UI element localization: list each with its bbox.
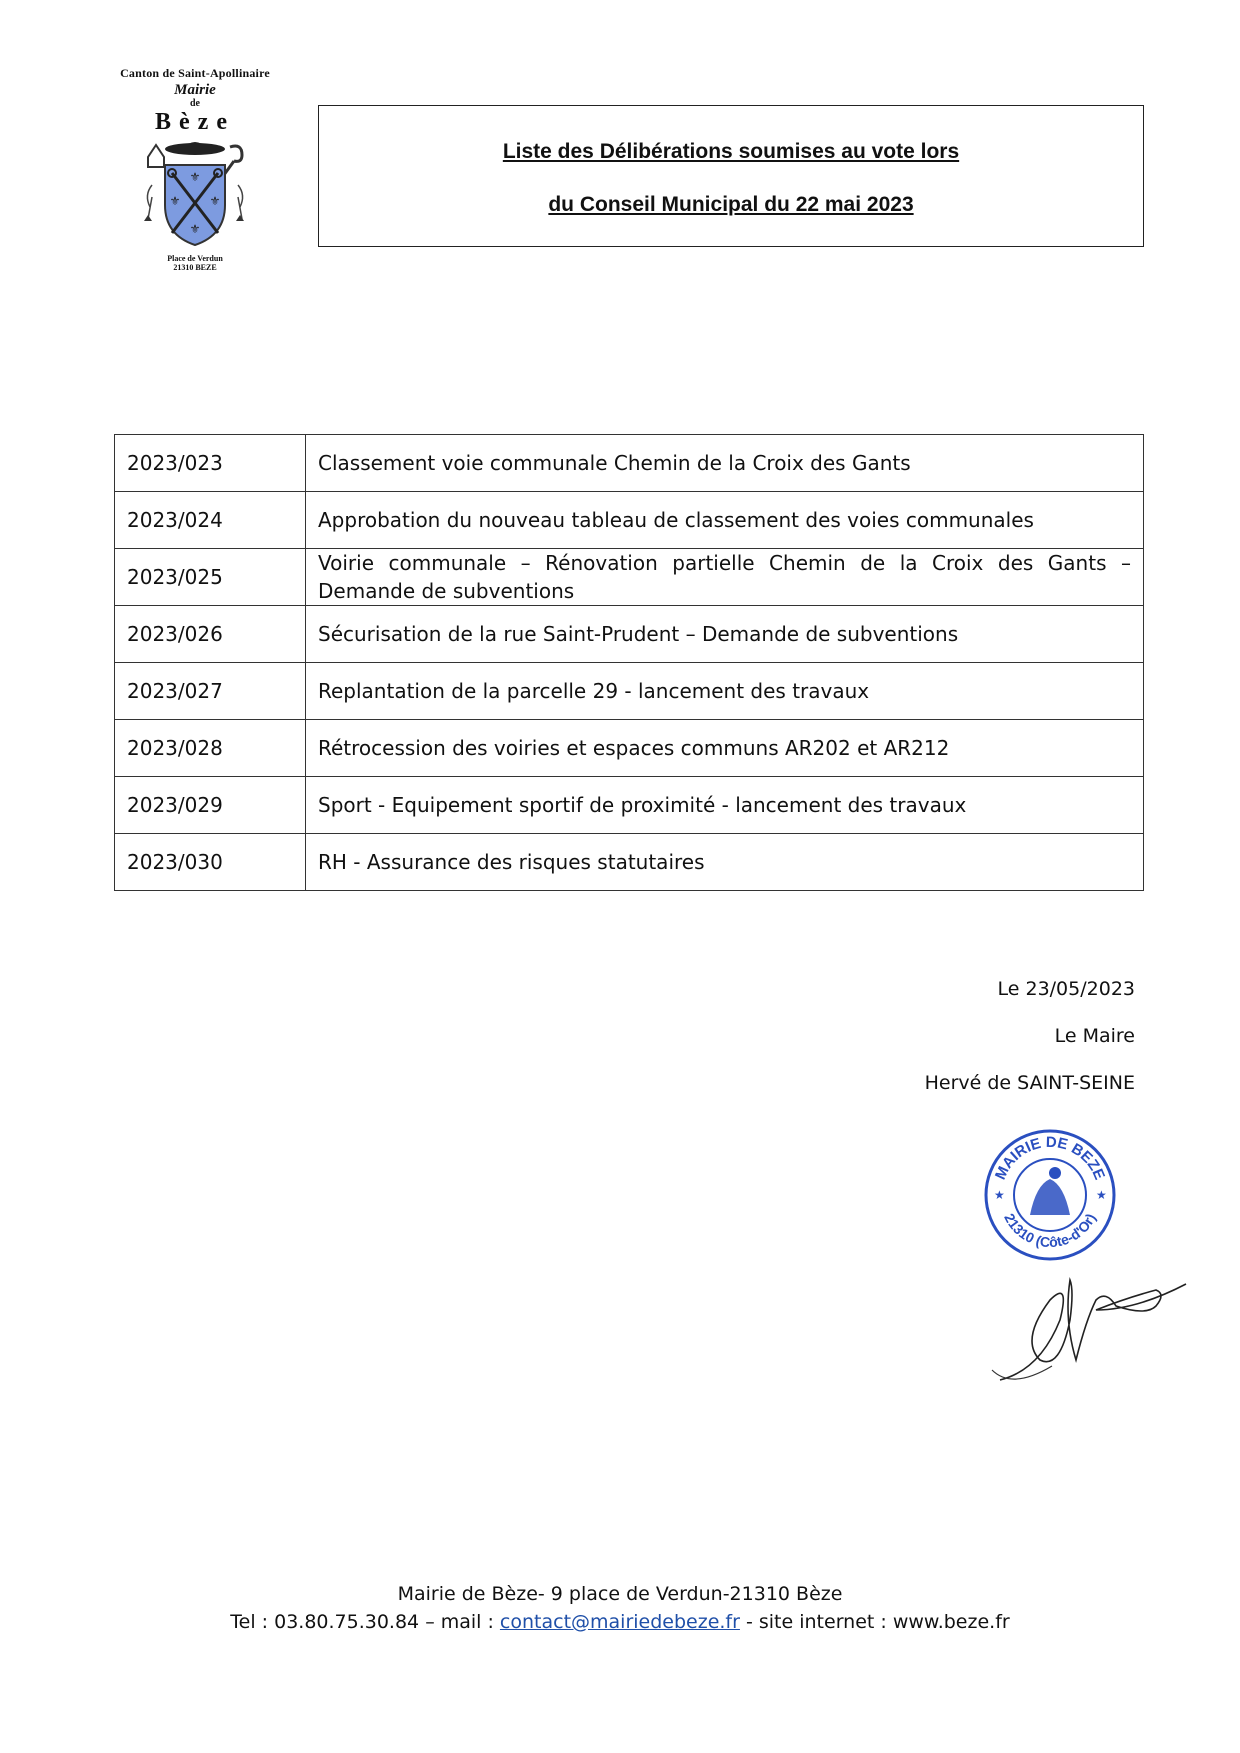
deliberation-description: RH - Assurance des risques statutaires bbox=[306, 834, 1144, 891]
svg-text:⚜: ⚜ bbox=[209, 194, 221, 208]
table-row bbox=[115, 663, 1144, 720]
footer-tel: Tel : 03.80.75.30.84 – mail : bbox=[230, 1611, 500, 1633]
signature-name: Hervé de SAINT-SEINE bbox=[924, 1072, 1135, 1094]
canton-label: Canton de Saint-Apollinaire bbox=[120, 66, 270, 80]
table-row bbox=[115, 606, 1144, 663]
title-line-2: du Conseil Municipal du 22 mai 2023 bbox=[548, 193, 914, 216]
deliberations-table bbox=[114, 434, 1144, 891]
table-row bbox=[115, 435, 1144, 492]
title-line-1: Liste des Délibérations soumises au vote lors bbox=[502, 140, 960, 163]
svg-text:⚜: ⚜ bbox=[169, 194, 181, 208]
stamp-text-top: MAIRIE DE BEZE bbox=[991, 1133, 1109, 1183]
handwritten-signature bbox=[990, 1240, 1230, 1400]
deliberation-number: 2023/029 bbox=[115, 777, 306, 834]
logo-address-city: 21310 BEZE bbox=[173, 263, 217, 272]
deliberation-number: 2023/026 bbox=[115, 606, 306, 663]
commune-logo bbox=[100, 66, 290, 272]
signature-date: Le 23/05/2023 bbox=[997, 978, 1135, 1000]
deliberation-number: 2023/024 bbox=[115, 492, 306, 549]
deliberation-number: 2023/023 bbox=[115, 435, 306, 492]
deliberation-number: 2023/025 bbox=[115, 549, 306, 606]
svg-text:⚜: ⚜ bbox=[189, 170, 201, 184]
deliberation-description: Classement voie communale Chemin de la Croix des Gants bbox=[306, 435, 1144, 492]
svg-text:⚜: ⚜ bbox=[189, 222, 201, 236]
deliberation-description: Replantation de la parcelle 29 - lancement des travaux bbox=[306, 663, 1144, 720]
logo-address-street: Place de Verdun bbox=[167, 254, 223, 263]
footer-address: Mairie de Bèze- 9 place de Verdun-21310 Bèze bbox=[397, 1583, 843, 1605]
svg-text:★: ★ bbox=[994, 1188, 1005, 1202]
signature-role: Le Maire bbox=[1054, 1025, 1135, 1047]
table-row bbox=[115, 549, 1144, 606]
commune-name: Bèze bbox=[155, 109, 235, 135]
deliberation-description: Voirie communale – Rénovation partielle Chemin de la Croix des Gants – Demande de subventions bbox=[306, 549, 1144, 606]
de-label: de bbox=[190, 98, 200, 109]
deliberation-number: 2023/027 bbox=[115, 663, 306, 720]
deliberation-description: Sécurisation de la rue Saint-Prudent – Demande de subventions bbox=[306, 606, 1144, 663]
deliberation-description: Approbation du nouveau tableau de classement des voies communales bbox=[306, 492, 1144, 549]
signature-block bbox=[925, 966, 1135, 1107]
title-box bbox=[318, 105, 1144, 247]
deliberation-number: 2023/030 bbox=[115, 834, 306, 891]
footer-email-link[interactable]: contact@mairiedebeze.fr bbox=[499, 1611, 740, 1633]
table-row bbox=[115, 492, 1144, 549]
deliberation-number: 2023/028 bbox=[115, 720, 306, 777]
table-row bbox=[115, 777, 1144, 834]
table-row bbox=[115, 834, 1144, 891]
stamp-text-bottom: 21310 (Côte-d'Or) bbox=[1001, 1210, 1099, 1251]
deliberation-description: Rétrocession des voiries et espaces communs AR202 et AR212 bbox=[306, 720, 1144, 777]
footer-contact bbox=[0, 1608, 1240, 1636]
footer bbox=[0, 1580, 1240, 1636]
table-row bbox=[115, 720, 1144, 777]
deliberation-description: Sport - Equipement sportif de proximité - lancement des travaux bbox=[306, 777, 1144, 834]
coat-of-arms-icon bbox=[130, 137, 260, 252]
svg-text:★: ★ bbox=[1096, 1188, 1107, 1202]
footer-site: - site internet : www.beze.fr bbox=[739, 1611, 1010, 1633]
mairie-label: Mairie bbox=[174, 82, 216, 98]
